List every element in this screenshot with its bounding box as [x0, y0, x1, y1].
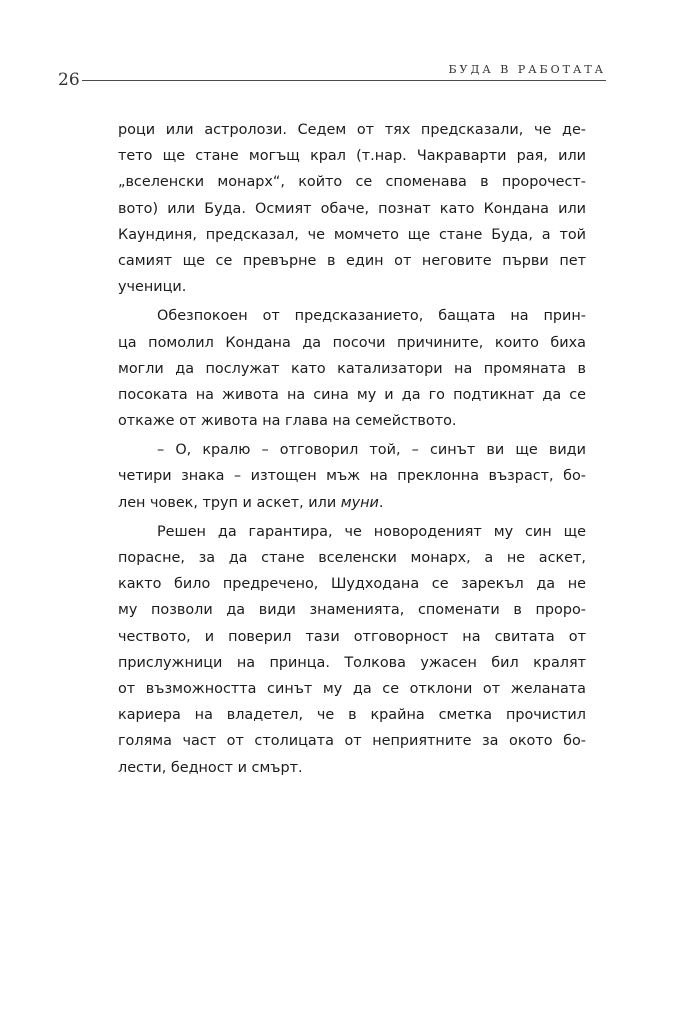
text-line: лести, бедност и смърт. — [118, 759, 303, 776]
text-line: както било предречено, Шудходана се зарекъл да не — [118, 576, 586, 593]
text-line: чеството, и поверил тази отговорност на свитата от — [118, 628, 586, 645]
text-line: – О, кралю – отговорил той, – синът ви ще види — [157, 442, 586, 459]
text-line: „вселенски монарх“, който се споменава в пророчест- — [118, 174, 586, 191]
text-line: посоката на живота на сина му и да го подтикнат да се — [118, 386, 586, 403]
text-line: четири знака – изтощен мъж на преклонна възраст, бо- — [118, 468, 586, 485]
page-number: 26 — [58, 70, 80, 90]
text-line: кариера на владетел, че в крайна сметка прочистил — [118, 707, 586, 724]
text-line: тето ще стане могъщ крал (т.нар. Чакраварти рая, или — [118, 148, 586, 165]
header-rule — [82, 80, 606, 81]
italic-term: муни — [340, 494, 379, 511]
body-text — [118, 117, 586, 781]
text-line: ученици. — [118, 279, 187, 296]
text-line: Решен да гарантира, че новороденият му син ще — [157, 523, 586, 540]
paragraph — [118, 117, 586, 300]
running-title: БУДА В РАБОТАТА — [448, 63, 606, 76]
text-line: могли да послужат като катализатори на промяната в — [118, 360, 586, 377]
paragraph — [118, 519, 586, 781]
text-line: голяма част от столицата от неприятните за окото бо- — [118, 733, 586, 750]
text-line — [118, 490, 586, 516]
text-line: роци или астролози. Седем от тях предсказали, че де- — [118, 122, 586, 138]
text-line: порасне, за да стане вселенски монарх, а не аскет, — [118, 550, 586, 566]
text-line: от възможността синът му да се отклони от желаната — [118, 680, 586, 697]
text-run: лен човек, труп и аскет, или — [118, 494, 341, 511]
text-line: самият ще се превърне в един от неговите първи пет — [118, 252, 586, 269]
text-line: му позволи да види знаменията, споменати в проро- — [118, 602, 586, 619]
text-run: . — [378, 494, 384, 511]
text-line: Обезпокоен от предсказанието, бащата на прин- — [157, 308, 586, 325]
text-line: прислужници на принца. Толкова ужасен бил кралят — [118, 654, 586, 671]
text-line: ца помолил Кондана да посочи причините, които биха — [118, 334, 586, 351]
paragraph — [118, 437, 586, 516]
text-line: вото) или Буда. Осмият обаче, познат като Кондана или — [118, 200, 586, 217]
text-line: откаже от живота на глава на семейството. — [118, 413, 457, 430]
paragraph — [118, 303, 586, 434]
text-line: Каундиня, предсказал, че момчето ще стане Буда, а той — [118, 226, 586, 243]
